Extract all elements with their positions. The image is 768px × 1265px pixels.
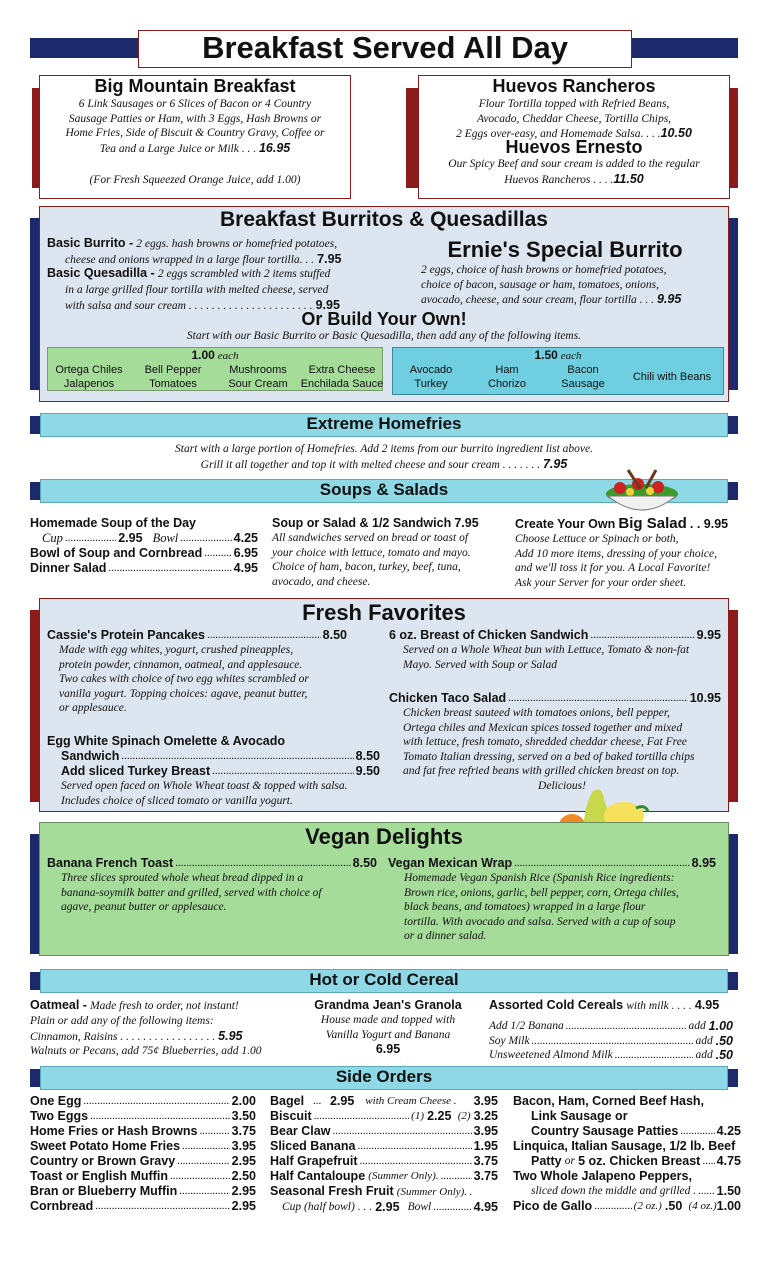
- cereal-title: Hot or Cold Cereal: [309, 970, 459, 989]
- oatmeal: Oatmeal - Made fresh to order, not instant! Plain or add any of the following items: Cinnamon, Raisins . . . . . . . . . . . . . . . . . 5.95 Walnuts or Pecans, add 75¢ Blueberries, add 1.00: [30, 998, 262, 1057]
- omelette-sandwich: Egg White Spinach Omelette & Avocado Sandwich ..... 8.50 Add sliced Turkey Breast ..... 9.50 Served open faced on Whole Wheat toast & topped with salsa. Includes choice of sliced tomato or vanilla yogurt.: [47, 734, 380, 808]
- burritos-title: Breakfast Burritos & Quesadillas: [220, 208, 548, 231]
- accent-tab: [728, 834, 738, 954]
- soups-title: Soups & Salads: [319, 480, 449, 499]
- vegan-title: Vegan Delights: [305, 824, 463, 849]
- fresh-favorites-title: Fresh Favorites: [302, 600, 466, 625]
- soups-col1: Homemade Soup of the Day Cup ..... 2.95 Bowl ..... 4.25 Bowl of Soup and Cornbread ..... 6.95 Dinner Salad ..... 4.95: [30, 516, 258, 576]
- basic-quesadilla: Basic Quesadilla - 2 eggs scrambled with 2 items stuffed in a large grilled flour tortilla with melted cheese, served with salsa and sour cream . . . . . . . . . . . . . . . . . . . . . . 9.95: [47, 266, 340, 312]
- huevos-ernesto-desc: Our Spicy Beef and sour cream is added to the regular Huevos Rancheros . . . .11.50: [448, 158, 700, 186]
- vegan-mexican-wrap: Vegan Mexican Wrap ..... 8.95 Homemade Vegan Spanish Rice (Spanish Rice ingredients: Brown rice, onions, garlic, bell pepper, corn, Ortega chiles, black beans, and tomatoes) wrapped in a large flour tortilla. With avocado and salsa. Served with a cup of soup or a dinner salad.: [388, 856, 716, 944]
- page-title: Breakfast Served All Day: [202, 30, 568, 65]
- chicken-taco-salad: Chicken Taco Salad ..... 10.95 Chicken breast sauteed with tomatoes onions, bell pepper, Ortega chiles and Mexican spices tossed together and mixed with lettuce, fresh tomato, shredded cheddar cheese, Fat Free Tomato Italian dressing, served on a bed of baked tortilla chips and fat free refried beans with grilled chicken breast on top. Delicious!: [389, 691, 721, 793]
- protein-pancakes: Cassie's Protein Pancakes ..... 8.50 Made with egg whites, yogurt, crushed pineapples, protein powder, cinnamon, oatmeal, and applesauce. Two cakes with choice of two egg whites scrambled or vanilla yogurt. Topping choices: agave, peanut butter, or applesauce.: [47, 628, 347, 716]
- sides-col1: One Egg ..... 2.00 Two Eggs ..... 3.50 Home Fries or Hash Browns ..... 3.75 Sweet Potato Home Fries ..... 3.95 Country or Brown Gravy ..... 2.95 Toast or English Muffin ..... 2.50 Bran or Blueberry Muffin ..... 2.95 Cornbread ..... 2.95: [30, 1094, 256, 1214]
- homefries-title: Extreme Homefries: [306, 414, 462, 433]
- granola: Grandma Jean's Granola House made and topped with Vanilla Yogurt and Banana 6.95: [314, 998, 462, 1056]
- sides-col2: Bagel ..... 2.95 with Cream Cheese . 3.95 Biscuit ..... (1) 2.25 (2) 3.25 Bear Claw ..... 3.95 Sliced Banana ..... 1.95 Half Grapefruit ..... 3.75 Half Cantaloupe (Summer Only). ..... 3.75 Seasonal Fresh Fruit (Summer Only). . Cup (half bowl) . . . 2.95 Bowl ..... 4.95: [270, 1094, 498, 1215]
- orange-juice-note: (For Fresh Squeezed Orange Juice, add 1.00): [89, 174, 301, 186]
- basic-burrito: Basic Burrito - 2 eggs. hash browns or homefried potatoes, cheese and onions wrapped in a large flour tortilla. . . 7.95: [47, 236, 342, 266]
- big-salad: Create Your Own Big Salad . . 9.95 Choose Lettuce or Spinach or both, Add 10 more items, dressing of your choice, and we'll toss it for you. A Local Favorite! Ask your Server for your order sheet.: [515, 515, 729, 589]
- sides-title: Side Orders: [335, 1067, 433, 1086]
- build-your-own-title: Or Build Your Own!: [301, 309, 467, 329]
- accent-tab: [728, 610, 738, 802]
- banana-french-toast: Banana French Toast ..... 8.50 Three slices sprouted whole wheat bread dipped in a banana-soymilk batter and grilled, served with choice of agave, peanut butter or applesauce.: [47, 856, 377, 915]
- ernie-special-desc: 2 eggs, choice of hash browns or homefried potatoes, choice of bacon, sausage or ham, tomatoes, onions, avocado, cheese, and sour cream, flour tortilla . . . 9.95: [421, 264, 682, 306]
- ernie-special-title: Ernie's Special Burrito: [447, 237, 683, 262]
- huevos-rancheros-desc: Flour Tortilla topped with Refried Beans, Avocado, Cheddar Cheese, Tortilla Chips, 2 Eggs over-easy, and Homemade Salsa. . . .10.50: [456, 98, 692, 140]
- homefries-desc: Start with a large portion of Homefries. Add 2 items from our burrito ingredient list above. Grill it all together and top it with melted cheese and sour cream . . . . . . . 7.95: [175, 443, 593, 471]
- cold-cereals: Assorted Cold Cereals with milk . . . . 4.95 Add 1/2 Banana ..... add 1.00 Soy Milk ..... add .50 Unsweetened Almond Milk ..... add .50: [489, 998, 733, 1063]
- big-mountain-title: Big Mountain Breakfast: [94, 76, 296, 96]
- one-dollar-items: 1.00 each Ortega Chiles Bell Pepper Mushrooms Extra Cheese Jalapenos Tomatoes Sour Cream Enchilada Sauce: [47, 347, 383, 391]
- salad-bowl-icon: [600, 466, 684, 516]
- big-mountain-price: 16.95: [258, 140, 291, 155]
- build-your-own-desc: Start with our Basic Burrito or Basic Quesadilla, then add any of the following items.: [186, 330, 582, 342]
- chicken-sandwich: 6 oz. Breast of Chicken Sandwich ..... 9.95 Served on a Whole Wheat bun with Lettuce, Tomato & non-fat Mayo. Served with Soup or Salad: [389, 628, 721, 672]
- huevos-rancheros-title: Huevos Rancheros: [492, 76, 656, 96]
- one-fifty-items: 1.50 each Avocado Ham Bacon Chili with Beans Turkey Chorizo Sausage: [392, 347, 724, 395]
- sides-col3: Bacon, Ham, Corned Beef Hash, Link Sausage or Country Sausage Patties ..... 4.25 Linquica, Italian Sausage, 1/2 lb. Beef Patty or 5 oz. Chicken Breast ..... 4.75 Two Whole Jalapeno Peppers, sliced down the middle and grilled . ..... 1.50 Pico de Gallo ..... (2 oz.) .50 (4 oz.) 1.00: [513, 1094, 741, 1214]
- soup-sandwich: Soup or Salad & 1/2 Sandwich 7.95 All sandwiches served on bread or toast of your choice with lettuce, tomato and mayo. Choice of ham, bacon, turkey, beef, tuna, avocado, and cheese.: [272, 516, 479, 588]
- big-mountain-desc: 6 Link Sausages or 6 Slices of Bacon or 4 Country Sausage Patties or Ham, with 3 Eggs, Hash Browns or Home Fries, Side of Biscuit & Country Gravy, Coffee or Tea and a Large Juice or Milk . . . 16.95: [65, 98, 325, 155]
- huevos-ernesto-title: Huevos Ernesto: [505, 137, 643, 157]
